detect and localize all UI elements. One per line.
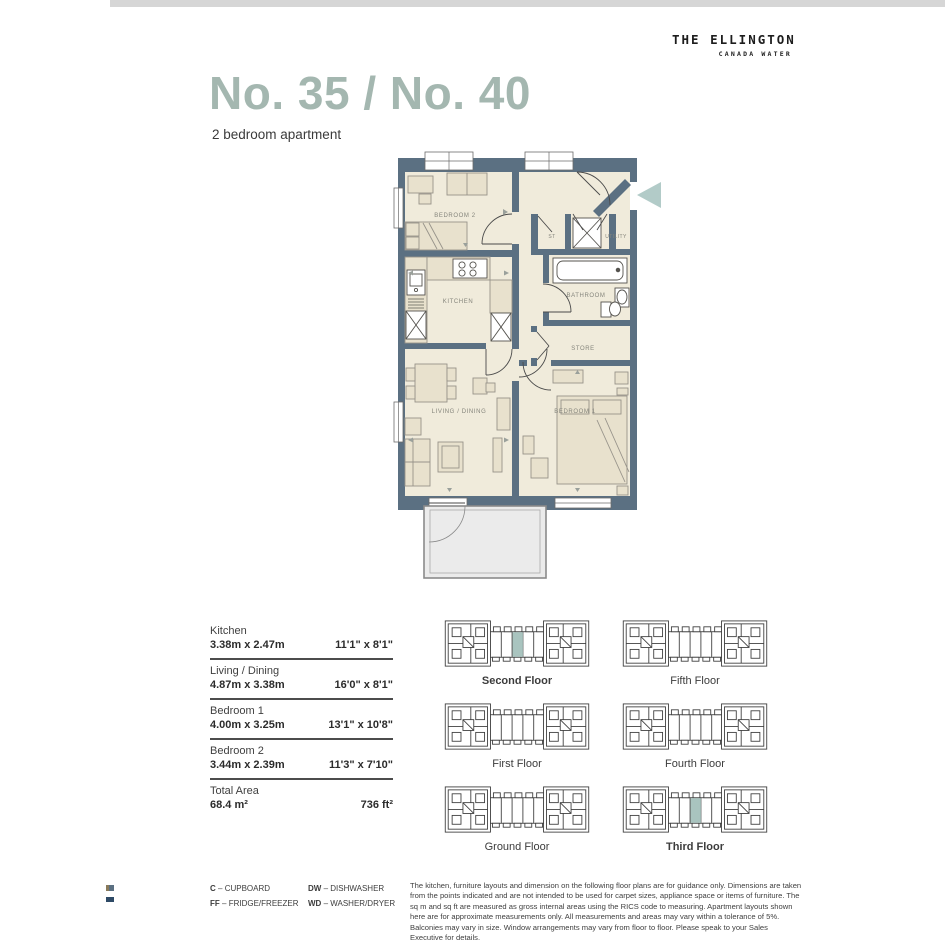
legend-item: DW – DISHWASHER [308,884,385,893]
floor-cell-fifth [606,616,784,699]
table-row-total [210,780,393,818]
total-area-label: Total Area [210,785,259,797]
legend-item: FF – FRIDGE/FREEZER [210,899,299,908]
brand-tagline: CANADA WATER [718,50,792,58]
table-row [210,660,393,700]
floor-cell-ground [428,782,606,865]
metric-dim: 4.00m x 3.25m [210,719,285,731]
abbreviation-legend [210,884,406,914]
imperial-dim: 11'3" x 7'10" [329,759,393,771]
floor-label: Fourth Floor [665,758,725,770]
floor-cell-second [428,616,606,699]
balcony [424,506,546,578]
table-row [210,700,393,740]
room-label-st: ST [548,234,556,240]
floor-cell-fourth [606,699,784,782]
floor-label: Fifth Floor [670,675,720,687]
dimensions-table [210,620,393,818]
floorplan-drawing [385,150,665,590]
building-footprint [442,699,592,756]
legend-item: WD – WASHER/DRYER [308,899,396,908]
floor-cell-first [428,699,606,782]
disclaimer-text: The kitchen, furniture layouts and dimension on the following floor plans are for guidance only. Dimensions are taken from the points indicated and are not intended to be used for carpet sizes, appliance space or items of furniture. The sq m and sq ft are measured as gross internal areas using the RICS code to measuring. Apartment layouts shown here are for approximate measurements only. All measurements and areas may vary within a tolerance of 5%. Balconies may vary in size. Window arrangements may vary from floor to floor. Please speak to your Sales Executive for details. [410,881,802,943]
room-label-living: LIVING / DINING [431,409,487,415]
page-subtitle: 2 bedroom apartment [212,127,342,142]
entry-arrow-icon [637,182,661,208]
legend-item: C – CUPBOARD [210,884,271,893]
room-name: Kitchen [210,625,247,637]
building-footprint [620,699,770,756]
room-label-bedroom1: BEDROOM 1 [554,409,596,415]
floor-label: Third Floor [665,841,725,853]
page-edge-strip [110,0,945,7]
metric-dim: 3.38m x 2.47m [210,639,285,651]
metric-dim: 3.44m x 2.39m [210,759,285,771]
total-imperial: 736 ft² [360,799,393,811]
imperial-dim: 16'0" x 8'1" [334,679,393,691]
table-row [210,620,393,660]
brand-name: THE ELLINGTON [672,32,796,47]
floor-cell-third [606,782,784,865]
floor-label: Second Floor [481,675,553,687]
imperial-dim: 13'1" x 10'8" [328,719,393,731]
total-metric: 68.4 m² [210,799,248,811]
metric-dim: 4.87m x 3.38m [210,679,285,691]
room-label-bathroom: BATHROOM [566,293,606,299]
building-footprint [620,616,770,673]
page-mark [106,885,114,891]
floor-label: Ground Floor [484,841,550,853]
building-footprint [442,782,592,839]
building-footprint [620,782,770,839]
page-mark [106,897,114,902]
imperial-dim: 11'1" x 8'1" [335,639,393,651]
room-label-utility: UTILITY [605,234,627,240]
room-name: Living / Dining [210,665,280,677]
room-label-bedroom2: BEDROOM 2 [434,213,476,219]
room-label-kitchen: KITCHEN [442,299,474,305]
room-label-store: STORE [571,346,595,352]
table-row [210,740,393,780]
building-footprint [442,616,592,673]
page-title: No. 35 / No. 40 [209,67,531,119]
floor-label: First Floor [492,758,542,770]
brand-logo [672,32,796,58]
room-name: Bedroom 2 [210,745,264,757]
room-name: Bedroom 1 [210,705,264,717]
floor-location-key [428,616,784,865]
